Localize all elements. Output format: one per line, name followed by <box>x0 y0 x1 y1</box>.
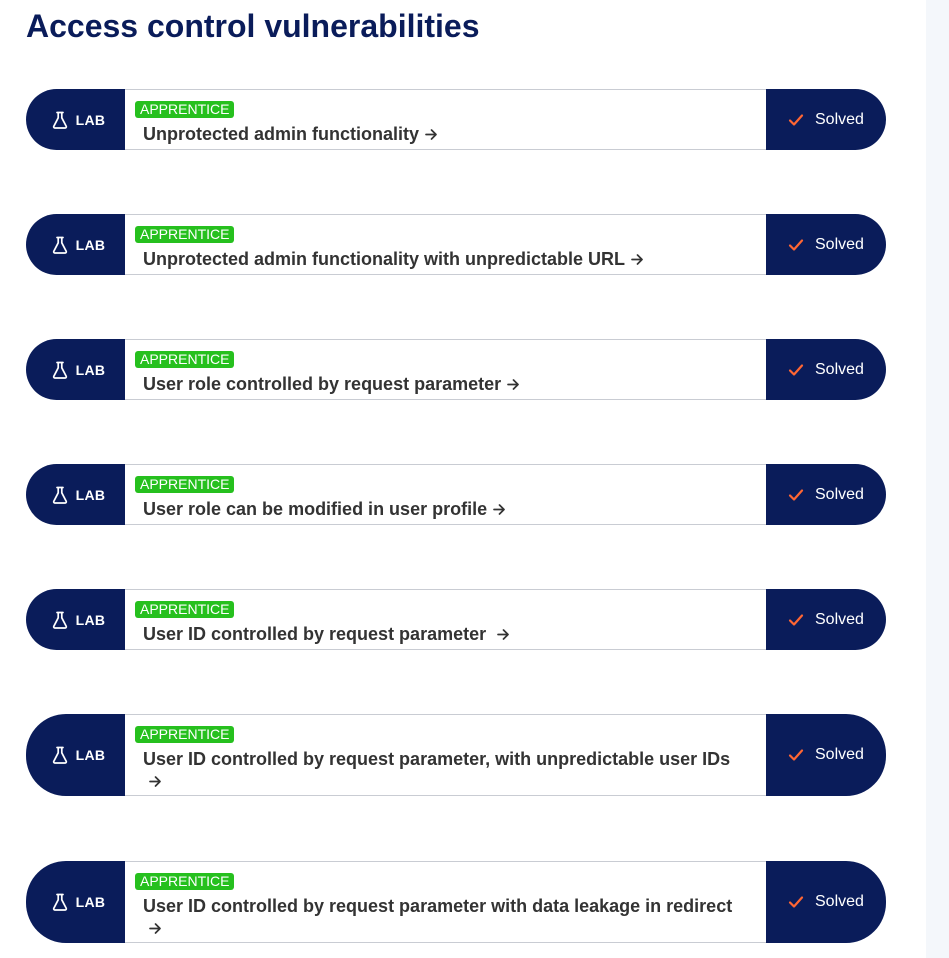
lab-body <box>125 339 766 400</box>
check-icon <box>788 238 804 252</box>
flask-icon <box>52 361 68 379</box>
check-icon <box>788 113 804 127</box>
page-title: Access control vulnerabilities <box>26 8 480 44</box>
lab-badge-label: LAB <box>75 611 106 628</box>
status-badge <box>766 861 886 943</box>
lab-body <box>125 589 766 650</box>
lab-badge <box>26 714 125 796</box>
lab-badge <box>26 589 125 650</box>
lab-list <box>26 89 886 943</box>
status-label: Solved <box>815 610 864 628</box>
status-label: Solved <box>815 110 864 128</box>
level-badge: APPRENTICE <box>135 601 234 618</box>
level-badge: APPRENTICE <box>135 226 234 243</box>
flask-icon <box>52 746 68 764</box>
level-badge: APPRENTICE <box>135 101 234 118</box>
arrow-right-icon <box>425 128 438 141</box>
level-badge: APPRENTICE <box>135 873 234 890</box>
lab-row <box>26 214 886 275</box>
lab-title-link[interactable] <box>143 498 746 520</box>
lab-badge <box>26 861 125 943</box>
arrow-right-icon <box>149 775 162 788</box>
status-label: Solved <box>815 746 864 763</box>
lab-badge <box>26 89 125 150</box>
level-badge: APPRENTICE <box>135 476 234 493</box>
lab-title-text: Unprotected admin functionality <box>143 124 420 144</box>
arrow-right-icon <box>149 922 162 935</box>
flask-icon <box>52 486 68 504</box>
status-badge <box>766 589 886 650</box>
status-badge <box>766 339 886 400</box>
lab-badge <box>26 464 125 525</box>
status-label: Solved <box>815 235 864 253</box>
arrow-right-icon <box>507 378 520 391</box>
lab-title-text: User role controlled by request parameter <box>143 374 502 394</box>
lab-badge-label: LAB <box>75 361 106 378</box>
lab-title-text: User ID controlled by request parameter <box>143 624 492 644</box>
status-badge <box>766 464 886 525</box>
lab-title-text: User role can be modified in user profile <box>143 499 488 519</box>
lab-title-link[interactable] <box>143 623 746 645</box>
arrow-right-icon <box>631 253 644 266</box>
level-badge: APPRENTICE <box>135 351 234 368</box>
check-icon <box>788 895 804 909</box>
flask-icon <box>52 236 68 254</box>
lab-body <box>125 861 766 943</box>
lab-body <box>125 714 766 796</box>
lab-row <box>26 589 886 650</box>
status-label: Solved <box>815 360 864 378</box>
check-icon <box>788 363 804 377</box>
lab-badge-label: LAB <box>75 236 106 253</box>
lab-title-link[interactable] <box>143 373 746 395</box>
arrow-right-icon <box>493 503 506 516</box>
flask-icon <box>52 611 68 629</box>
lab-body <box>125 89 766 150</box>
status-badge <box>766 714 886 796</box>
check-icon <box>788 613 804 627</box>
lab-body <box>125 214 766 275</box>
lab-badge-label: LAB <box>75 894 106 910</box>
status-label: Solved <box>815 485 864 503</box>
lab-row <box>26 464 886 525</box>
lab-title-text: User ID controlled by request parameter with data leakage in redirect <box>143 896 733 916</box>
lab-badge-label: LAB <box>75 111 106 128</box>
lab-title-link[interactable] <box>143 248 746 270</box>
lab-badge-label: LAB <box>75 747 106 763</box>
check-icon <box>788 488 804 502</box>
lab-title-link[interactable] <box>143 895 746 939</box>
status-label: Solved <box>815 893 864 910</box>
lab-title-link[interactable] <box>143 748 746 792</box>
right-gutter <box>926 0 949 958</box>
lab-row <box>26 861 886 943</box>
lab-row <box>26 714 886 796</box>
lab-badge <box>26 214 125 275</box>
status-badge <box>766 89 886 150</box>
flask-icon <box>52 893 68 911</box>
arrow-right-icon <box>497 628 510 641</box>
lab-badge-label: LAB <box>75 486 106 503</box>
check-icon <box>788 748 804 762</box>
flask-icon <box>52 111 68 129</box>
lab-title-text: Unprotected admin functionality with unpredictable URL <box>143 249 626 269</box>
lab-body <box>125 464 766 525</box>
status-badge <box>766 214 886 275</box>
lab-row <box>26 339 886 400</box>
lab-badge <box>26 339 125 400</box>
lab-title-link[interactable] <box>143 123 746 145</box>
lab-title-text: User ID controlled by request parameter, with unpredictable user IDs <box>143 749 731 769</box>
lab-row <box>26 89 886 150</box>
level-badge: APPRENTICE <box>135 726 234 743</box>
